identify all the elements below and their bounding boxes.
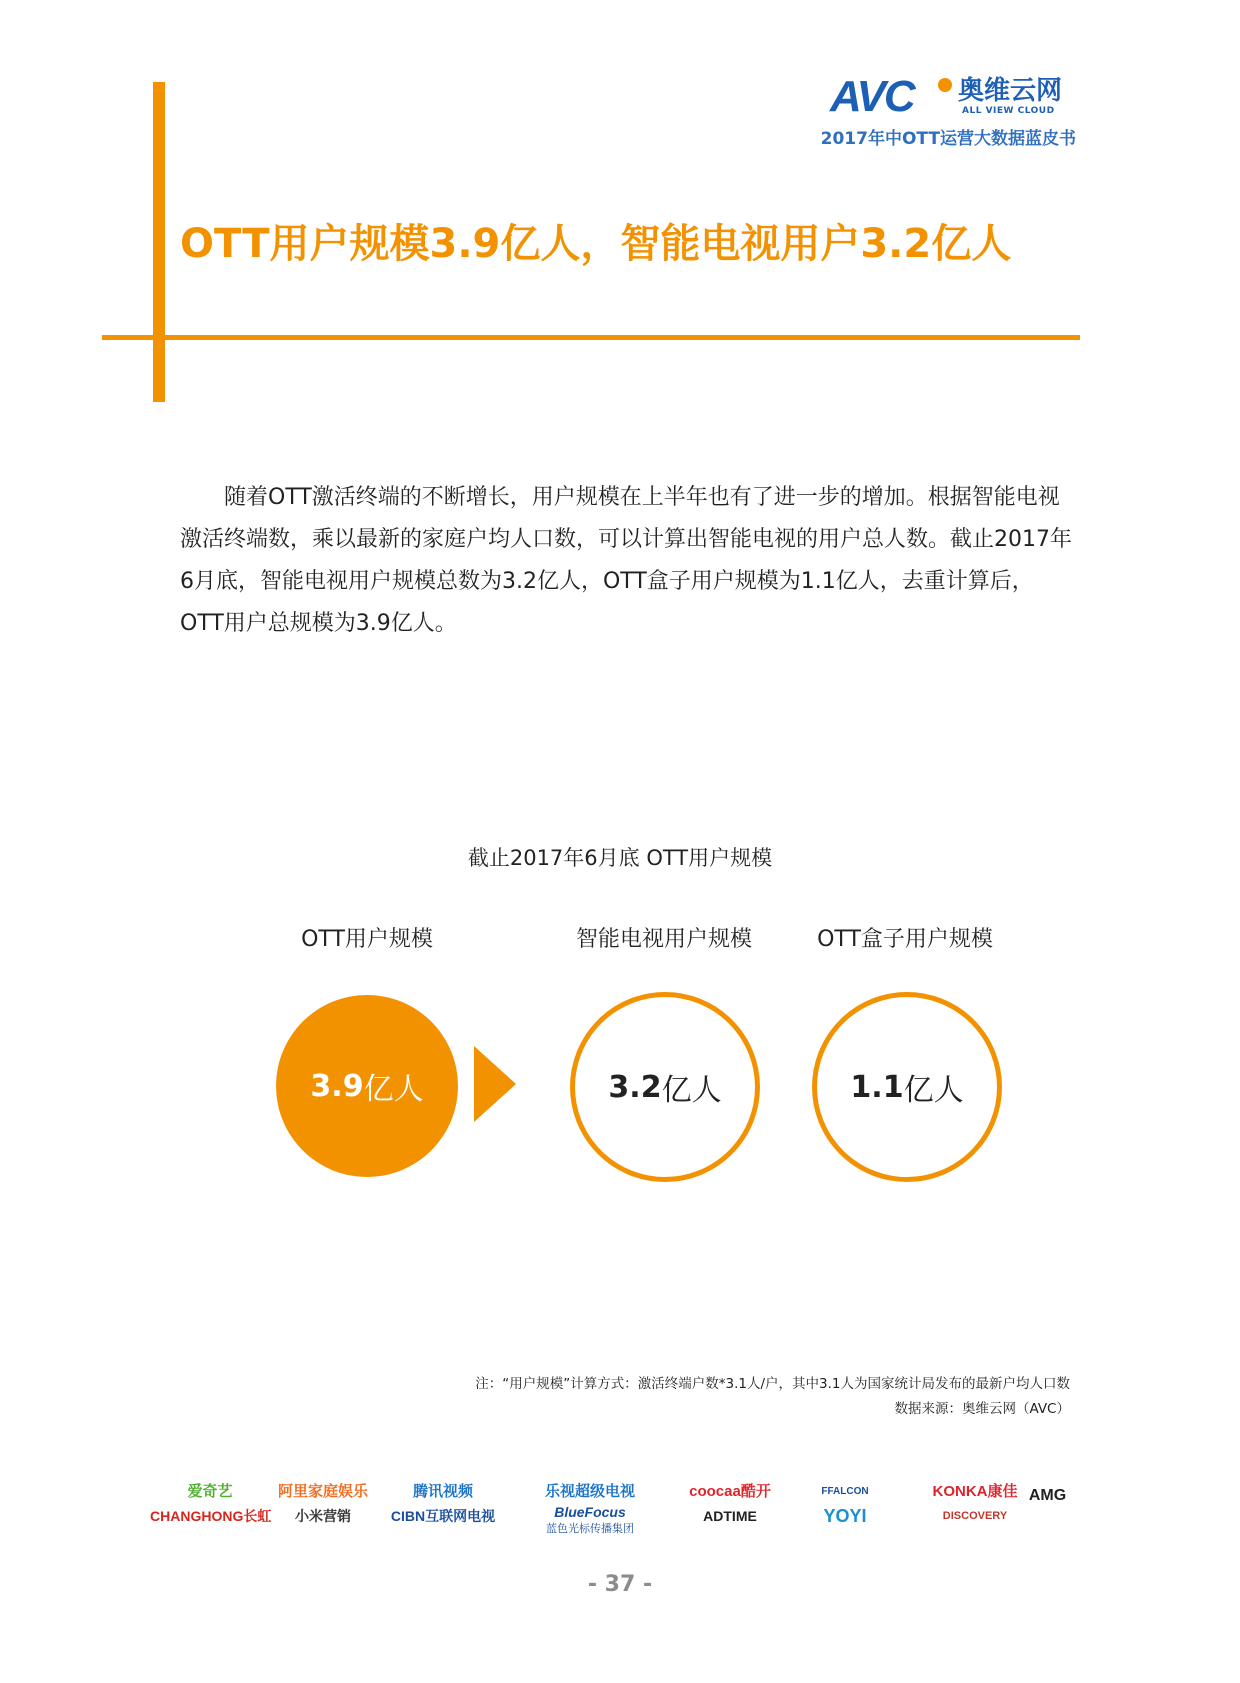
logo-avc-text: AVC [830, 72, 914, 121]
partner-logo-top: 腾讯视频 [412, 1483, 473, 1500]
book-title: 2017年中OTT运营大数据蓝皮书 [820, 129, 1076, 149]
page-title: OTT用户规模3.9亿人，智能电视用户3.2亿人 [180, 221, 1012, 267]
accent-horizontal-line [102, 335, 1080, 340]
partner-logo-top: 乐视超级电视 [544, 1483, 635, 1500]
partner-logo-letv-bluefocus [530, 1482, 650, 1536]
partner-logo-iqiyi-changhong [150, 1482, 270, 1526]
logo-cn-text: 奥维云网 [958, 76, 1063, 106]
partner-logo-bottom: YOYI [823, 1506, 867, 1526]
value-smart-tv-users: 3.2 [608, 1069, 662, 1105]
unit-smart-tv-users: 亿人 [661, 1073, 722, 1108]
partner-logo-bottom: AMG [1028, 1487, 1067, 1504]
partner-logo-sub: 蓝色光标传播集团 [546, 1523, 634, 1535]
partner-logo-tencent-cibn [383, 1482, 503, 1526]
partner-logo-bottom: CHANGHONG长虹 [150, 1508, 272, 1524]
partner-logo-top: FFALCON [821, 1486, 869, 1497]
avc-logo [830, 74, 1080, 120]
partner-logo-top: 爱奇艺 [187, 1483, 233, 1500]
infographic-title: 截止2017年6月底 OTT用户规模 [467, 846, 773, 870]
partner-logo-top: KONKA康佳 [932, 1483, 1018, 1500]
paragraph-text: 随着OTT激活终端的不断增长，用户规模在上半年也有了进一步的增加。根据智能电视激活终端数，乘以最新的家庭户均人口数，可以计算出智能电视的用户总人数。截止2017年6月底，智能电视用户规模总数为3.2亿人，OTT盒子用户规模为1.1亿人，去重计算后，OTT用户总规模为3.9亿人。 [180, 485, 1072, 636]
label-ott-box-users: OTT盒子用户规模 [817, 927, 993, 952]
partner-logo-bottom: BlueFocus [554, 1504, 626, 1520]
accent-vertical-bar [153, 82, 165, 402]
data-source: 数据来源：奥维云网（AVC） [894, 1401, 1070, 1417]
logo-dot-icon [938, 78, 952, 92]
partner-logo-top: 阿里家庭娱乐 [277, 1483, 368, 1500]
partner-logo-amg [1015, 1482, 1080, 1506]
value-ott-users: 3.9 [310, 1068, 364, 1104]
unit-ott-users: 亿人 [363, 1072, 424, 1107]
unit-ott-box-users: 亿人 [903, 1073, 964, 1108]
partner-logo-bottom: ADTIME [703, 1508, 757, 1524]
arrow-right-icon [474, 1046, 516, 1122]
logo-en-text: ALL VIEW CLOUD [962, 106, 1055, 116]
body-paragraph [180, 477, 1075, 645]
partner-logo-bottom: DISCOVERY [942, 1510, 1008, 1522]
partner-logo-bottom: CIBN互联网电视 [390, 1508, 496, 1524]
partner-logo-ali-xiaomi [263, 1482, 383, 1526]
label-smart-tv-users: 智能电视用户规模 [575, 927, 752, 952]
circle-smart-tv-users [570, 992, 760, 1182]
partner-logo-bottom: 小米营销 [295, 1508, 351, 1524]
partner-logo-ffalcon-yoyi [800, 1482, 890, 1526]
calculation-note: 注：“用户规模”计算方式：激活终端户数*3.1人/户，其中3.1人为国家统计局发布的最新户均人口数 [475, 1376, 1070, 1392]
value-ott-box-users: 1.1 [850, 1069, 904, 1105]
label-ott-users: OTT用户规模 [301, 927, 433, 952]
circle-ott-users [276, 995, 458, 1177]
partner-logo-top: coocaa酷开 [689, 1483, 771, 1500]
page-number: - 37 - [587, 1572, 653, 1597]
circle-ott-box-users [812, 992, 1002, 1182]
partner-logo-coocaa-adtime [670, 1482, 790, 1526]
